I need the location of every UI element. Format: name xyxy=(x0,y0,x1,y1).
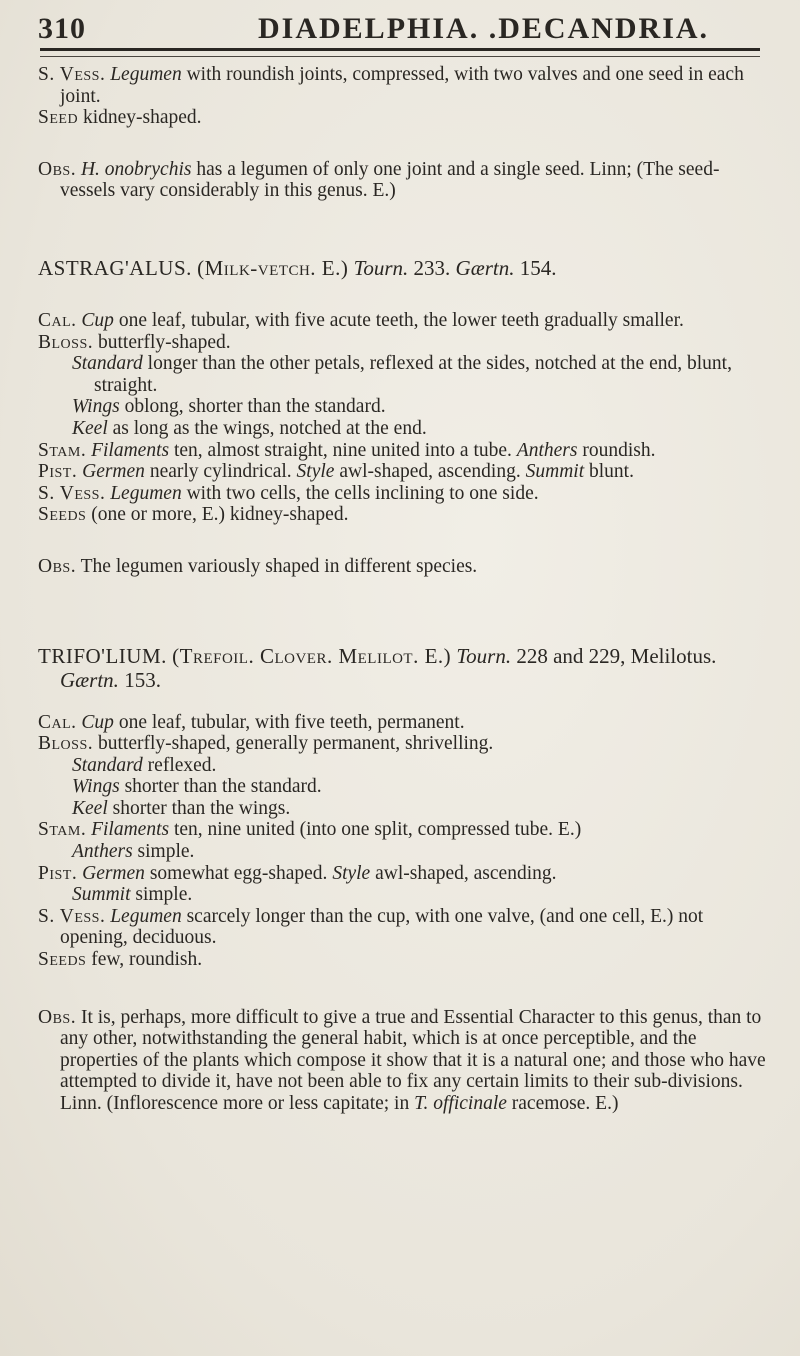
term: Keel xyxy=(72,417,108,439)
entry-text: has a legumen of only one joint and a single seed. Linn; (The seed-vessels vary considerably in this genus. E.) xyxy=(60,158,720,202)
header-rule xyxy=(40,48,760,57)
term: Style xyxy=(296,461,335,483)
entry-text: The legumen variously shaped in different species. xyxy=(80,555,478,577)
blossom-entry xyxy=(38,332,766,354)
term: Germen xyxy=(82,862,145,884)
stamens-entry xyxy=(38,440,766,462)
entry-label: S. Vess. xyxy=(38,905,106,927)
entry-text: reflexed. xyxy=(147,754,217,776)
term: Style xyxy=(332,862,371,884)
entry-text: kidney-shaped. xyxy=(82,107,202,129)
summit-entry xyxy=(38,884,766,906)
running-title: DIADELPHIA. .DECANDRIA. xyxy=(258,12,710,45)
entry-label: Cal. xyxy=(38,309,77,331)
entry-text: racemose. E.) xyxy=(511,1093,619,1114)
term: Legumen xyxy=(110,64,182,85)
entry-label: Seeds xyxy=(38,504,87,526)
entry-text: ten, almost straight, nine united into a tube. xyxy=(173,439,512,461)
entry-label: Pist. xyxy=(38,461,78,483)
term: Cup xyxy=(81,711,114,733)
entry-text: butterfly-shaped, generally permanent, shrivelling. xyxy=(98,733,494,755)
entry-text: with roundish joints, compressed, with two valves and one seed in each joint. xyxy=(60,64,744,107)
term: Summit xyxy=(525,461,585,483)
wings-entry xyxy=(38,776,766,798)
blossom-entry xyxy=(38,733,766,755)
term: Standard xyxy=(72,353,143,375)
term: Standard xyxy=(72,754,143,776)
entry-text: longer than the other petals, reflexed at the sides, notched at the end, blunt, straight. xyxy=(94,353,732,396)
entry-label: Obs. xyxy=(38,555,77,577)
vessel-entry xyxy=(38,483,766,505)
entry-text: ten, nine united (into one split, compressed tube. E.) xyxy=(173,819,582,841)
entry-text: It is, perhaps, more difficult to give a true and Essential Character to this genus, than to any other, notwithstanding the general habit, which is at once perceptible, and the properties of the plants which compose it show that it is a natural one; and those who have attempted to divide it, have not been able to fix any certain limits to their sub-divisions. Linn. (Inflorescence more or less capitate; in xyxy=(60,1006,766,1114)
entry-label: Bloss. xyxy=(38,331,94,353)
keel-entry xyxy=(38,798,766,820)
reference-author: Gærtn. xyxy=(60,667,119,692)
observation-entry xyxy=(38,556,766,578)
entry-text: (one or more, E.) kidney-shaped. xyxy=(91,504,349,526)
entry-label: Obs. xyxy=(38,158,77,180)
entry-text: oblong, shorter than the standard. xyxy=(124,396,386,418)
entry-label: Obs. xyxy=(38,1006,77,1028)
entry-text: butterfly-shaped. xyxy=(98,331,231,353)
entry-text: shorter than the wings. xyxy=(112,797,291,819)
vessel-entry xyxy=(38,906,766,949)
running-head xyxy=(38,12,760,52)
main-text xyxy=(38,64,766,1115)
entry-text: awl-shaped, ascending. xyxy=(375,862,557,884)
term: Wings xyxy=(72,396,120,418)
genus-name: ASTRAG'ALUS. xyxy=(38,255,192,280)
vessel-entry xyxy=(38,64,766,107)
seeds-entry xyxy=(38,504,766,526)
species-name: T. officinale xyxy=(414,1093,507,1114)
entry-label: Seeds xyxy=(38,949,87,971)
entry-text: one leaf, tubular, with five acute teeth, the lower teeth gradually smaller. xyxy=(118,309,684,331)
term: Anthers xyxy=(516,439,578,461)
entry-label: Stam. xyxy=(38,439,87,461)
species-name: H. onobrychis xyxy=(80,158,192,180)
entry-text: nearly cylindrical. xyxy=(149,461,292,483)
pistil-entry xyxy=(38,863,766,885)
pistil-entry xyxy=(38,461,766,483)
genus-name: TRIFO'LIUM. xyxy=(38,643,167,668)
entry-label: S. Vess. xyxy=(38,64,106,85)
entry-label: S. Vess. xyxy=(38,482,106,504)
reference-number: 154. xyxy=(519,255,557,280)
entry-text: roundish. xyxy=(582,439,656,461)
keel-entry xyxy=(38,418,766,440)
entry-text: simple. xyxy=(137,841,195,863)
common-name: (Milk-vetch. E.) xyxy=(197,255,349,280)
term: Filaments xyxy=(91,439,170,461)
term: Keel xyxy=(72,797,108,819)
reference-number: 228 and 229, Melilotus. xyxy=(516,643,717,668)
term: Anthers xyxy=(72,841,133,863)
observation-entry xyxy=(38,1007,766,1115)
term: Wings xyxy=(72,776,120,798)
standard-entry xyxy=(38,353,766,396)
entry-label: Cal. xyxy=(38,711,77,733)
entry-text: simple. xyxy=(135,884,193,906)
term: Legumen xyxy=(110,482,182,504)
genus-heading-trifolium xyxy=(38,644,766,692)
term: Germen xyxy=(82,461,145,483)
reference-author: Gærtn. xyxy=(455,255,515,280)
term: Cup xyxy=(81,309,114,331)
entry-text: with two cells, the cells inclining to one side. xyxy=(186,482,539,504)
entry-text: few, roundish. xyxy=(91,949,203,971)
stamens-entry xyxy=(38,819,766,841)
entry-text: awl-shaped, ascending. xyxy=(339,461,521,483)
reference-author: Tourn. xyxy=(353,255,409,280)
term: Filaments xyxy=(91,819,170,841)
reference-number: 153. xyxy=(124,667,161,692)
entry-text: blunt. xyxy=(588,461,634,483)
reference-author: Tourn. xyxy=(456,643,512,668)
term: Legumen xyxy=(110,905,182,927)
entry-text: shorter than the standard. xyxy=(124,776,322,798)
genus-heading-astragalus xyxy=(38,256,766,280)
seeds-entry xyxy=(38,949,766,971)
entry-label: Bloss. xyxy=(38,733,94,755)
entry-label: Stam. xyxy=(38,819,87,841)
calyx-entry xyxy=(38,310,766,332)
seed-entry xyxy=(38,107,766,129)
entry-label: Seed xyxy=(38,107,79,129)
page-number: 310 xyxy=(38,12,86,45)
entry-text: somewhat egg-shaped. xyxy=(149,862,328,884)
term: Summit xyxy=(72,884,131,906)
observation-entry xyxy=(38,159,766,202)
calyx-entry xyxy=(38,712,766,734)
standard-entry xyxy=(38,755,766,777)
anthers-entry xyxy=(38,841,766,863)
common-name: (Trefoil. Clover. Melilot. E.) xyxy=(172,643,452,668)
entry-text: one leaf, tubular, with five teeth, permanent. xyxy=(118,711,465,733)
reference-number: 233. xyxy=(413,255,451,280)
entry-text: as long as the wings, notched at the end. xyxy=(112,417,427,439)
entry-label: Pist. xyxy=(38,862,78,884)
wings-entry xyxy=(38,396,766,418)
entry-text: scarcely longer than the cup, with one valve, (and one cell, E.) not opening, deciduous. xyxy=(60,905,704,949)
